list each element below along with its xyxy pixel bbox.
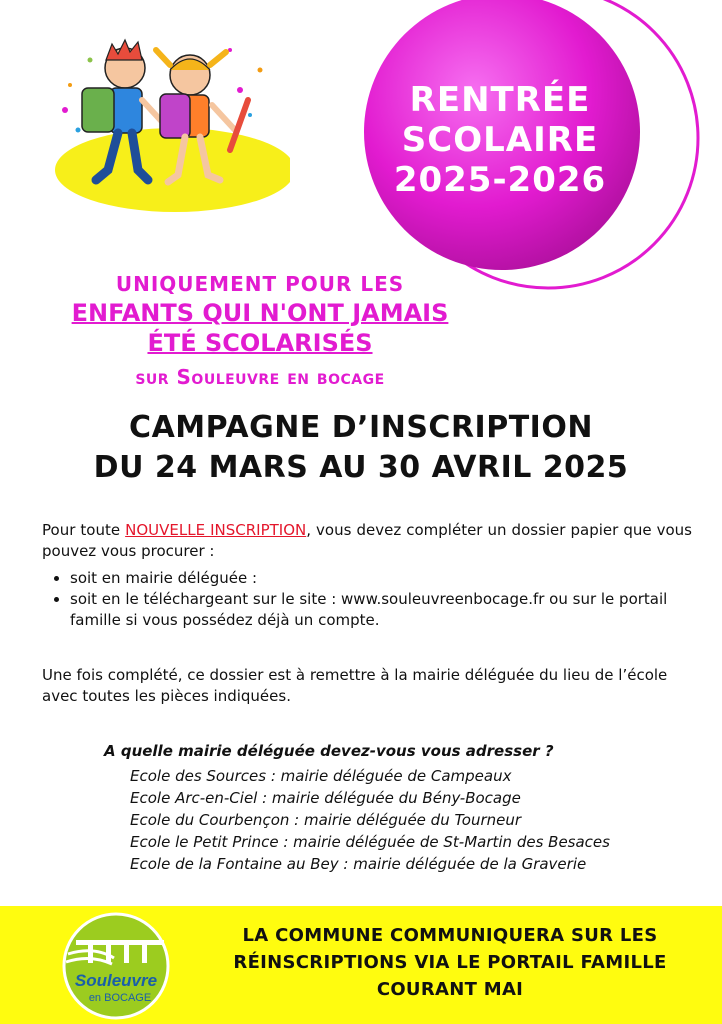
list-item: Ecole des Sources : mairie déléguée de Campeaux: [130, 767, 512, 785]
logo-name: Souleuvre: [74, 971, 158, 990]
eligibility-line-4: sur Souleuvre en bocage: [135, 365, 385, 389]
option-item: • soit en le téléchargeant sur le site : www.souleuvreenbocage.fr ou sur le portail famille si vous possédez déjà un compte.: [70, 589, 710, 631]
mairie-list: [130, 765, 610, 875]
school-children-illustration-icon: [30, 30, 290, 220]
logo-sub: en BOCAGE: [88, 992, 152, 1004]
intro-before: Pour toute: [42, 521, 126, 539]
list-item: Ecole du Courbençon : mairie déléguée du Tourneur: [130, 811, 522, 829]
eligibility-line-1: UNIQUEMENT POUR LES: [115, 272, 405, 296]
eligibility-line-2: ENFANTS QUI N'ONT JAMAIS: [71, 299, 449, 327]
school-year-title: [375, 80, 625, 200]
new-registration-highlight: NOUVELLE INSCRIPTION: [125, 521, 307, 539]
souleuvre-bridge-logo-icon: [54, 906, 182, 1024]
list-item: Ecole Arc-en-Ciel : mairie déléguée du Bény-Bocage: [130, 789, 521, 807]
title-line-3: 2025-2026: [393, 160, 607, 200]
footer-line-1: LA COMMUNE COMMUNIQUERA SUR LES: [242, 925, 658, 946]
eligibility-line-3: ÉTÉ SCOLARISÉS: [147, 329, 373, 357]
campaign-title: CAMPAGNE D’INSCRIPTION: [129, 410, 593, 445]
list-item: Ecole le Petit Prince : mairie déléguée de St-Martin des Besaces: [130, 833, 610, 851]
intro-paragraph: [42, 520, 692, 562]
footer-line-3: COURANT MAI: [376, 979, 524, 1000]
footer-notice: [190, 922, 710, 1003]
list-item: Ecole de la Fontaine au Bey : mairie déléguée de la Graverie: [130, 855, 587, 873]
campaign-dates: DU 24 MARS AU 30 AVRIL 2025: [93, 450, 629, 485]
option-item: • soit en mairie déléguée :: [70, 568, 710, 589]
footer-line-2: RÉINSCRIPTIONS VIA LE PORTAIL FAMILLE: [233, 952, 667, 973]
mairie-question: A quelle mairie déléguée devez-vous vous adresser ?: [104, 742, 554, 760]
options-list: [52, 568, 710, 631]
title-line-1: RENTRÉE: [409, 80, 591, 120]
return-paragraph: Une fois complété, ce dossier est à remettre à la mairie déléguée du lieu de l’école avec toutes les pièces indiquées.: [42, 666, 668, 705]
intro-after: , vous devez compléter un dossier papier que vous pouvez vous procurer :: [42, 521, 692, 560]
title-line-2: SCOLAIRE: [401, 120, 599, 160]
